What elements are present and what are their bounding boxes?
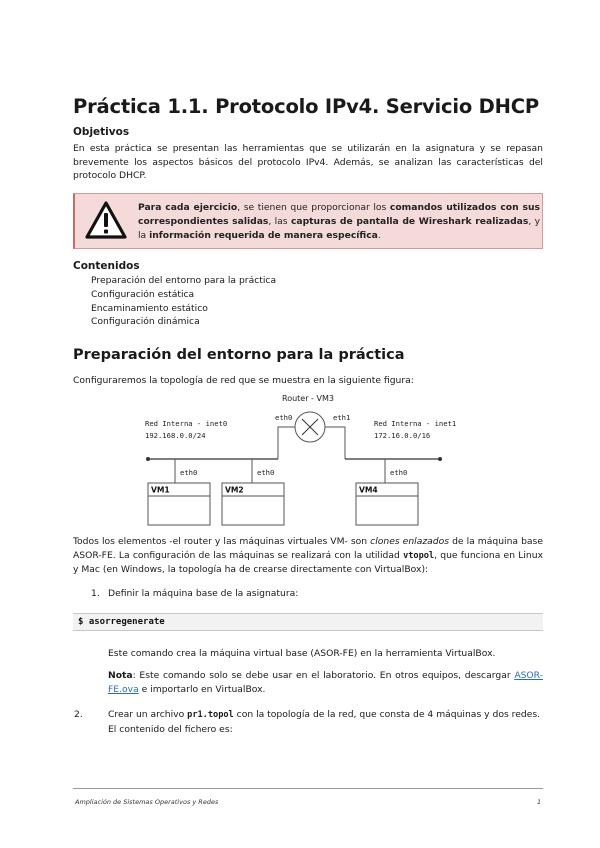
router-label: Router - VM3 [282,394,334,403]
step-1 [91,588,298,599]
todos-paragraph [73,535,543,577]
footer-page-number: 1 [537,798,542,806]
warning-text [138,201,540,242]
contenidos-list [91,274,276,329]
step-2-text-b: con la topología de la red, que consta de 4 máquinas y dos redes. El contenido del fichero es: [108,709,541,735]
network-topology-diagram [140,392,460,532]
toc-item[interactable]: Encaminamiento estático [91,302,208,314]
vm1-box [148,483,210,525]
todos-code: vtopol [403,550,435,561]
warning-triangle-icon [84,200,128,242]
ova-download-link[interactable]: ASOR-FE.ova [108,670,543,695]
section-heading: Preparación del entorno para la práctica [73,347,405,363]
net0-name: Red Interna - inet0 [145,419,228,428]
nota-paragraph [108,669,543,696]
step-1-number: 1. [91,588,100,599]
step-2 [74,708,543,736]
warning-text-3: , las [268,215,291,227]
todos-text-c: de la máquina base ASOR-FE. La configuración de las máquinas se realizará con la utilidad [73,536,543,561]
objetivos-text: En esta práctica se presentan las herramientas que se utilizarán en la asignatura y se repasan brevemente los aspectos básicos del protocolo IPv4. Además, se analizan las características del protocolo DHCP. [73,143,543,181]
vm1-eth-label: eth0 [180,468,198,477]
step-2-number: 2. [74,709,83,720]
router-eth1-label: eth1 [333,413,351,422]
vm4-eth-label: eth0 [390,468,408,477]
warning-bold-3: capturas de pantalla de Wireshark realizadas [290,215,529,227]
objetivos-heading: Objetivos [73,126,130,138]
vm2-eth-label: eth0 [257,468,275,477]
step-2-text-a: Crear un archivo [108,709,188,720]
todos-italic: clones enlazados [370,536,450,547]
este-paragraph: Este comando crea la máquina virtual base (ASOR-FE) en la herramienta VirtualBox. [108,648,496,659]
footer-course-name: Ampliación de Sistemas Operativos y Redes [75,798,219,806]
page-title: Práctica 1.1. Protocolo IPv4. Servicio DHCP [73,95,539,118]
section-intro: Configuraremos la topología de red que se muestra en la siguiente figura: [73,375,414,386]
nota-text-2: e importarlo en VirtualBox. [138,683,266,695]
step-2-text [74,708,543,736]
vm1-label: VM1 [151,485,170,495]
warning-box [73,193,543,249]
router-eth0-label: eth0 [275,413,293,422]
warning-bold-2: comandos utilizados con sus correspondientes salidas [138,202,540,227]
vm2-box [222,483,284,525]
warning-text-2: , se tienen que proporcionar los [237,202,390,213]
net1-name: Red Interna - inet1 [374,419,457,428]
net0-address: 192.168.0.0/24 [145,431,206,440]
todos-text-e: , que funciona en Linux y Mac (en Windows, la topología ha de crearse directamente con VirtualBox): [73,549,544,575]
vm4-label: VM4 [359,485,378,495]
warning-text-5: . [377,229,381,241]
footer-divider [73,788,543,789]
warning-text-4: , y la [138,215,541,241]
step-2-code: pr1.topol [187,710,234,720]
nota-text: : Este comando solo se debe usar en el laboratorio. En otros equipos, descargar [132,670,515,681]
nota-label: Nota [108,670,133,681]
toc-item[interactable]: Preparación del entorno para la práctica [91,275,277,286]
contenidos-heading: Contenidos [73,260,140,272]
vm4-box [356,483,418,525]
vm2-label: VM2 [225,485,244,495]
toc-item[interactable]: Configuración estática [91,288,195,300]
warning-bold-1: Para cada ejercicio [138,202,238,213]
step-1-text: Definir la máquina base de la asignatura: [108,588,299,599]
toc-item[interactable]: Configuración dinámica [91,316,200,328]
warning-bold-4: información requerida de manera específica [149,229,378,241]
net1-address: 172.16.0.0/16 [374,431,431,440]
todos-text-a: Todos los elementos -el router y las máquinas virtuales VM- son [73,536,371,547]
code-block-asorregenerate[interactable]: $ asorregenerate [73,613,543,631]
